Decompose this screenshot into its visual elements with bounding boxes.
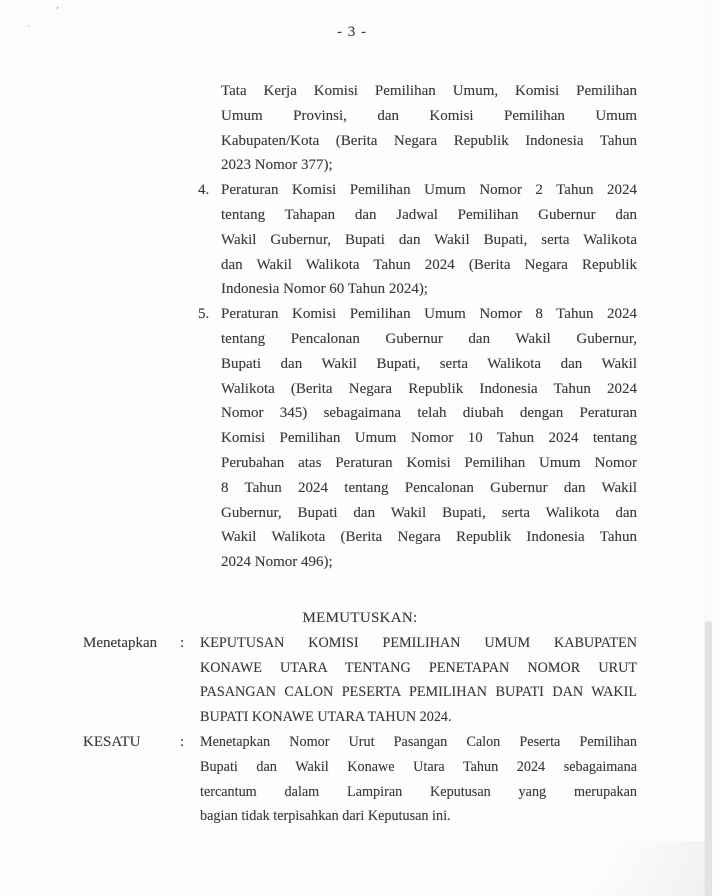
text-line: Walikota (Berita Negara Republik Indonesia Tahun 2024 <box>221 380 637 397</box>
text-line: Wakil Walikota (Berita Negara Republik Indonesia Tahun <box>221 529 637 546</box>
text-line: Menetapkan Nomor Urut Pasangan Calon Peserta Pemilihan <box>200 733 637 750</box>
text-line: Bupati dan Wakil Konawe Utara Tahun 2024 sebagaimana <box>200 758 637 775</box>
list-number: 4. <box>198 182 210 199</box>
consideration-item-4 <box>198 178 637 302</box>
decision-heading: MEMUTUSKAN: <box>302 610 418 626</box>
text-line: tentang Tahapan dan Jadwal Pemilihan Gubernur dan <box>221 206 637 223</box>
text-line: Tata Kerja Komisi Pemilihan Umum, Komisi Pemilihan <box>221 83 637 99</box>
clause-label: KESATU <box>83 733 141 750</box>
scan-artifact: ʼ <box>53 4 60 18</box>
scrollbar-thumb[interactable] <box>705 621 712 896</box>
text-line: Peraturan Komisi Pemilihan Umum Nomor 2 Tahun 2024 <box>221 182 637 199</box>
considerations-list <box>198 79 637 575</box>
text-line: bagian tidak terpisahkan dari Keputusan ini. <box>200 808 451 825</box>
text-line: Nomor 345) sebagaimana telah diubah dengan Peraturan <box>221 405 637 422</box>
clause-kesatu <box>83 730 637 829</box>
text-line: Perubahan atas Peraturan Komisi Pemilihan Umum Nomor <box>221 454 637 471</box>
text-line: Peraturan Komisi Pemilihan Umum Nomor 8 Tahun 2024 <box>221 306 637 323</box>
decision-section <box>83 606 637 829</box>
text-line: 2024 Nomor 496); <box>221 554 333 571</box>
text-line: BUPATI KONAWE UTARA TAHUN 2024. <box>200 709 452 726</box>
text-line: Komisi Pemilihan Umum Nomor 10 Tahun 2024 tentang <box>221 430 637 447</box>
consideration-item-3-continuation <box>198 79 637 178</box>
text-line: 8 Tahun 2024 tentang Pencalonan Gubernur dan Wakil <box>221 479 637 496</box>
text-line: KONAWE UTARA TENTANG PENETAPAN NOMOR URUT <box>200 659 637 676</box>
text-line: dan Wakil Walikota Tahun 2024 (Berita Negara Republik <box>221 256 637 273</box>
consideration-item-5 <box>198 302 637 575</box>
clause-separator: : <box>180 733 185 750</box>
text-line: Bupati dan Wakil Bupati, serta Walikota dan Wakil <box>221 355 637 372</box>
text-line: 2023 Nomor 377); <box>221 157 333 174</box>
scan-shadow <box>506 841 706 896</box>
text-line: Umum Provinsi, dan Komisi Pemilihan Umum <box>221 107 637 124</box>
text-line: Gubernur, Bupati dan Wakil Bupati, serta Walikota dan <box>221 504 637 521</box>
clause-menetapkan <box>83 631 637 730</box>
clause-separator: : <box>180 634 185 651</box>
text-line: tentang Pencalonan Gubernur dan Wakil Gubernur, <box>221 330 637 347</box>
clause-body <box>200 730 637 829</box>
text-line: Indonesia Nomor 60 Tahun 2024); <box>221 281 428 298</box>
text-line: PASANGAN CALON PESERTA PEMILIHAN BUPATI DAN WAKIL <box>200 684 637 701</box>
text-line: tercantum dalam Lampiran Keputusan yang merupakan <box>200 783 637 800</box>
list-number: 5. <box>198 306 210 323</box>
clause-label: Menetapkan <box>83 634 158 651</box>
scan-artifact: ˏ <box>26 16 31 28</box>
text-line: Wakil Gubernur, Bupati dan Wakil Bupati, serta Walikota <box>221 231 637 248</box>
clause-body <box>200 631 637 730</box>
page-number: - 3 - <box>337 24 367 40</box>
text-line: KEPUTUSAN KOMISI PEMILIHAN UMUM KABUPATEN <box>200 634 637 651</box>
text-line: Kabupaten/Kota (Berita Negara Republik Indonesia Tahun <box>221 132 637 149</box>
